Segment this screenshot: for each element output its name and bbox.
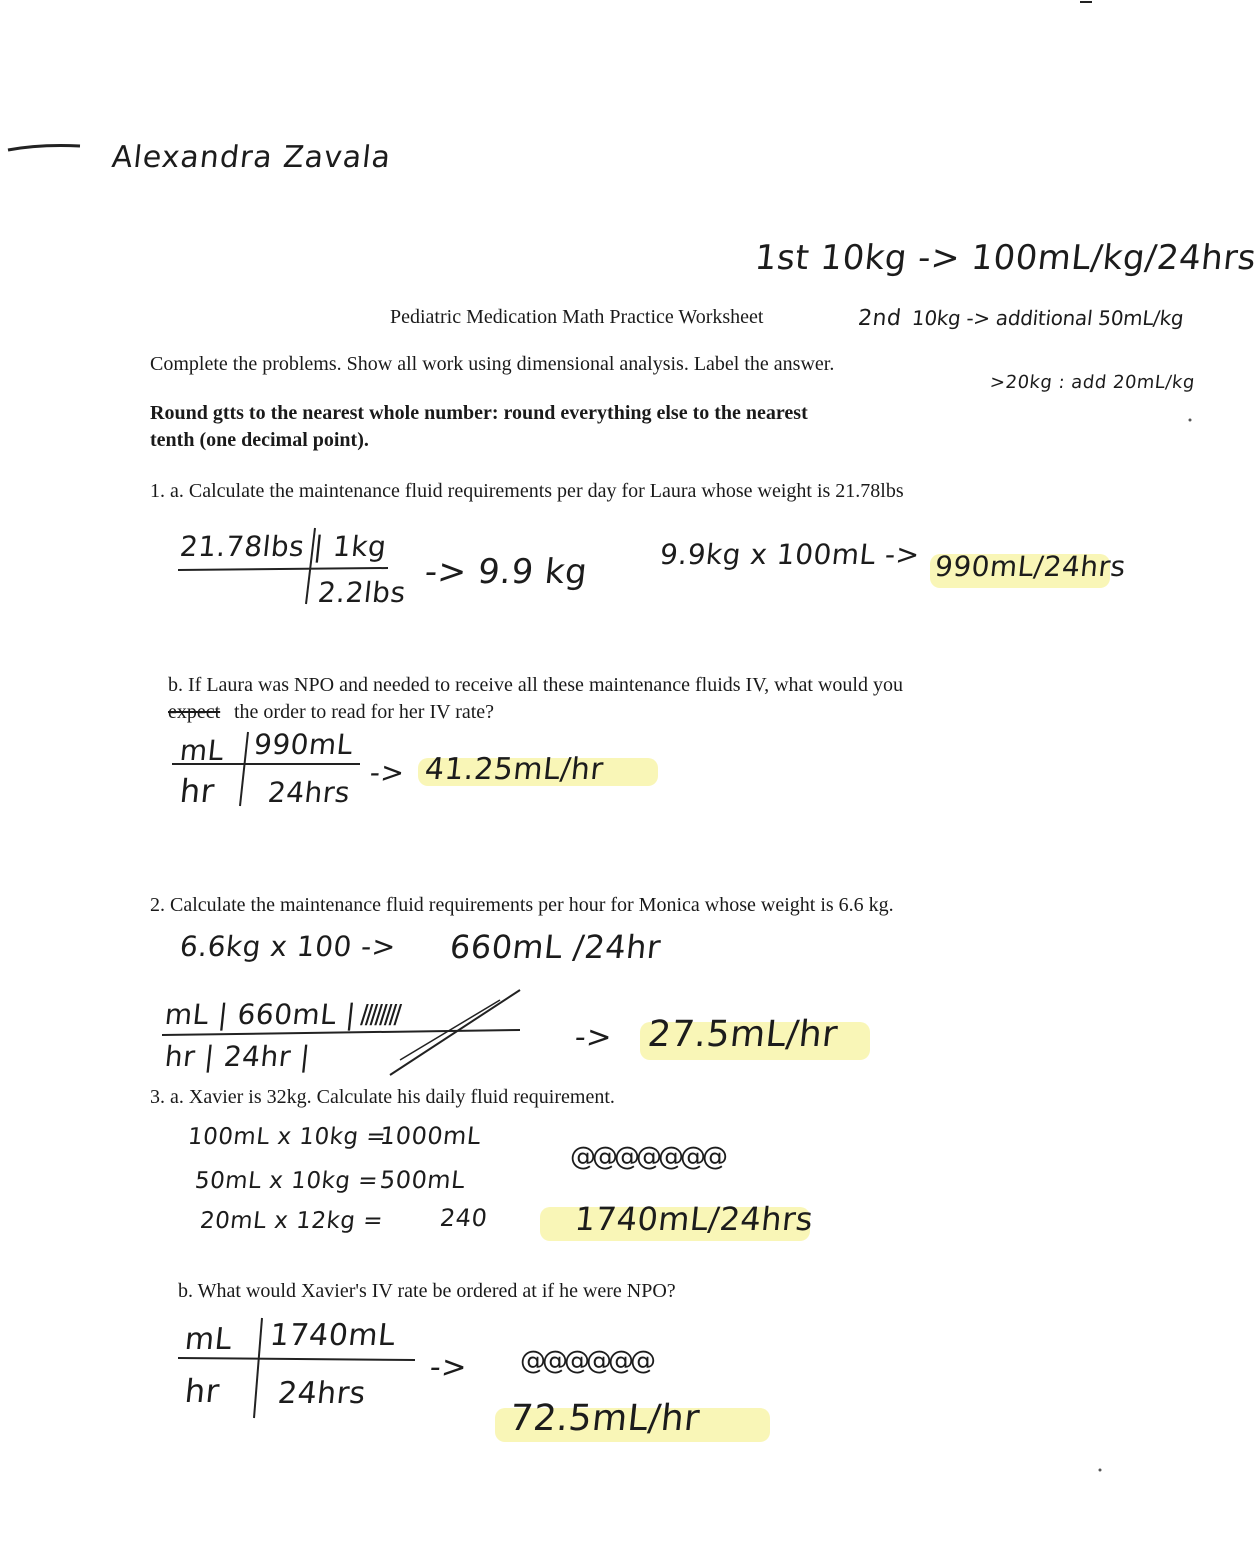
- worksheet-title: Pediatric Medication Math Practice Worksheet: [390, 306, 764, 328]
- rules-note-line2: 10kg -> additional 50mL/kg: [910, 306, 1185, 330]
- q1a-prompt: 1. a. Calculate the maintenance fluid requirements per day for Laura whose weight is 21.78lbs: [150, 480, 904, 502]
- q2-work-numerator: mL | 660mL |: [163, 998, 358, 1031]
- q1a-work-denominator: 2.2lbs: [316, 576, 408, 609]
- rules-note-line3: >20kg : add 20mL/kg: [988, 372, 1196, 393]
- q3b-work-num-unit: mL: [183, 1322, 234, 1357]
- q1b-work-num-value: 990mL: [252, 728, 355, 761]
- q1b-work-den-unit: hr: [178, 772, 217, 810]
- rounding-rule-line2: tenth (one decimal point).: [150, 429, 369, 451]
- rules-note-line1: 1st 10kg -> 100mL/kg/24hrs: [752, 238, 1258, 278]
- stray-mark: [1189, 419, 1192, 422]
- q3b-prompt: b. What would Xavier's IV rate be ordered at if he were NPO?: [178, 1280, 676, 1302]
- rounding-rule-line1: Round gtts to the nearest whole number: round everything else to the nearest: [150, 402, 808, 424]
- q1b-work-den-value: 24hrs: [266, 776, 352, 809]
- q2-crossed-out-work: ////////: [360, 1000, 399, 1030]
- q3a-line1-left: 100mL x 10kg =: [186, 1124, 388, 1150]
- q2-arrow: ->: [573, 1020, 614, 1055]
- q2-prompt: 2. Calculate the maintenance fluid requirements per hour for Monica whose weight is 6.6 kg.: [150, 894, 894, 916]
- margin-dash: [8, 146, 80, 151]
- stray-mark: [1099, 1469, 1102, 1472]
- q3b-scribbled-out-work: @@@@@@: [520, 1346, 652, 1376]
- q3b-work-den-unit: hr: [183, 1372, 222, 1410]
- q3a-line2-left: 50mL x 10kg =: [193, 1168, 380, 1194]
- q1b-fraction-divider: [240, 732, 248, 806]
- q3a-line3-right: 240: [438, 1204, 489, 1232]
- q3a-prompt: 3. a. Xavier is 32kg. Calculate his daily fluid requirement.: [150, 1086, 615, 1108]
- q3a-scribbled-out-work: @@@@@@@: [570, 1142, 724, 1172]
- q1a-answer: 990mL/24hrs: [933, 550, 1128, 583]
- q3a-answer: 1740mL/24hrs: [573, 1200, 816, 1238]
- q2-answer: 27.5mL/hr: [645, 1014, 840, 1055]
- q3b-answer: 72.5mL/hr: [507, 1398, 702, 1439]
- rules-note-line2-prefix: 2nd: [856, 306, 903, 331]
- q1b-prompt-struck-word: expect: [168, 701, 221, 723]
- instructions-line: Complete the problems. Show all work using dimensional analysis. Label the answer.: [150, 353, 835, 375]
- q3a-line1-right: 1000mL: [378, 1122, 483, 1150]
- q2-work-step1: 6.6kg x 100 ->: [178, 930, 398, 963]
- q1a-work-step2: 9.9kg x 100mL ->: [658, 538, 922, 571]
- q2-work-step1-result: 660mL /24hr: [448, 928, 663, 966]
- q1a-work-numerator: 21.78lbs | 1kg: [178, 530, 389, 563]
- q3b-fraction-bar: [178, 1358, 415, 1360]
- student-name: Alexandra Zavala: [110, 140, 393, 175]
- q1a-fraction-bar: [178, 568, 388, 570]
- q1b-answer: 41.25mL/hr: [423, 752, 606, 787]
- q3b-work-num-value: 1740mL: [268, 1318, 398, 1353]
- q2-work-denominator: hr | 24hr |: [163, 1040, 312, 1073]
- q3a-line3-left: 20mL x 12kg =: [198, 1208, 385, 1234]
- q3b-work-den-value: 24hrs: [276, 1376, 368, 1411]
- q1b-work-num-unit: mL: [178, 734, 226, 767]
- q3a-line2-right: 500mL: [378, 1166, 467, 1194]
- q1b-arrow: ->: [368, 756, 407, 789]
- q3b-arrow: ->: [428, 1350, 469, 1385]
- q1a-work-result: -> 9.9 kg: [422, 552, 590, 592]
- q1b-prompt-line1: b. If Laura was NPO and needed to receive all these maintenance fluids IV, what would you: [168, 674, 903, 696]
- q3b-fraction-divider: [254, 1318, 262, 1418]
- q1b-prompt-line2: the order to read for her IV rate?: [234, 701, 495, 723]
